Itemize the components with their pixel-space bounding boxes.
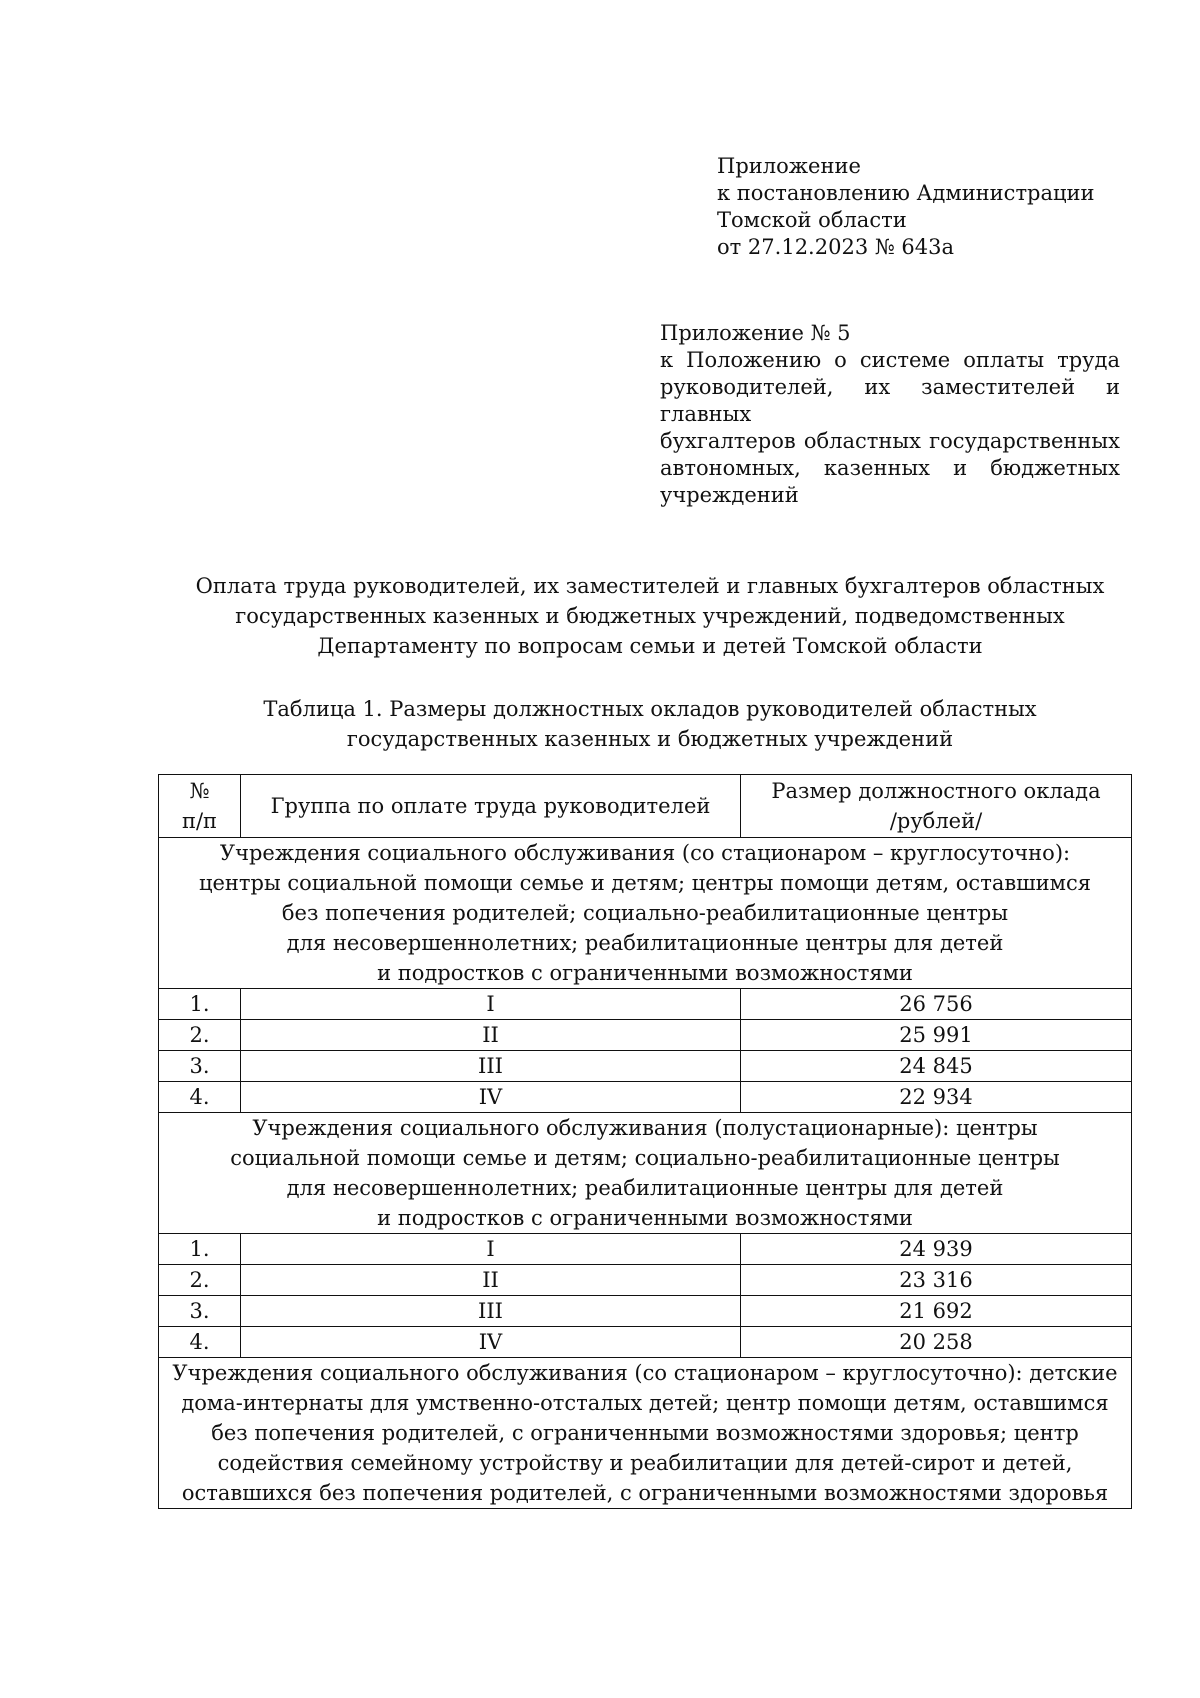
table-title-line: Таблица 1. Размеры должностных окладов руководителей областных [263, 697, 1037, 721]
row-group: III [241, 1051, 741, 1082]
section-title-line: без попечения родителей, с ограниченными возможностями здоровья; центр [211, 1421, 1079, 1445]
row-number: 4. [159, 1082, 241, 1113]
header-salary-line: Размер должностного оклада [771, 779, 1101, 803]
row-group: II [241, 1020, 741, 1051]
section-row [159, 838, 1132, 989]
appendix-header-line: к постановлению Администрации [717, 181, 1095, 205]
table-row [159, 989, 1132, 1020]
section-title-line: для несовершеннолетних; реабилитационные центры для детей [286, 931, 1004, 955]
row-salary: 21 692 [741, 1296, 1132, 1327]
section-title-line: Учреждения социального обслуживания (со стационаром – круглосуточно): детские [172, 1361, 1118, 1385]
section-row [159, 1358, 1132, 1509]
appendix5-line: к Положению о системе оплаты труда [660, 348, 1120, 372]
table-row [159, 1082, 1132, 1113]
header-number-line: п/п [181, 809, 218, 833]
row-salary: 24 845 [741, 1051, 1132, 1082]
section-title-line: содействия семейному устройству и реабилитации для детей-сирот и детей, [217, 1451, 1073, 1475]
row-group: IV [241, 1327, 741, 1358]
document-title-line: Оплата труда руководителей, их заместителей и главных бухгалтеров областных [195, 574, 1105, 598]
header-group: Группа по оплате труда руководителей [241, 775, 741, 838]
table-row [159, 1020, 1132, 1051]
appendix5-line: Приложение № 5 [660, 321, 851, 345]
row-group: III [241, 1296, 741, 1327]
section-title-line: социальной помощи семье и детям; социально-реабилитационные центры [230, 1146, 1060, 1170]
row-number: 1. [159, 1234, 241, 1265]
document-title [100, 571, 1200, 661]
appendix-header-line: от 27.12.2023 № 643а [717, 235, 954, 259]
table-row [159, 1051, 1132, 1082]
appendix5-header [660, 320, 1120, 509]
row-group: IV [241, 1082, 741, 1113]
section-title-line: и подростков с ограниченными возможностями [377, 961, 913, 985]
row-number: 4. [159, 1327, 241, 1358]
row-salary: 20 258 [741, 1327, 1132, 1358]
appendix5-line: учреждений [660, 483, 799, 507]
table-title-line: государственных казенных и бюджетных учреждений [346, 727, 954, 751]
row-group: I [241, 989, 741, 1020]
section-title-line: и подростков с ограниченными возможностями [377, 1206, 913, 1230]
section-title [159, 1358, 1132, 1509]
section-row [159, 1113, 1132, 1234]
appendix-header-line: Томской области [717, 208, 907, 232]
section-title-line: Учреждения социального обслуживания (со стационаром – круглосуточно): [219, 841, 1071, 865]
table-row [159, 1265, 1132, 1296]
row-number: 3. [159, 1051, 241, 1082]
section-title-line: для несовершеннолетних; реабилитационные центры для детей [286, 1176, 1004, 1200]
table-title [100, 694, 1200, 754]
row-salary: 22 934 [741, 1082, 1132, 1113]
row-salary: 24 939 [741, 1234, 1132, 1265]
appendix5-line: руководителей, их заместителей и главных [660, 375, 1120, 426]
header-number-line: № [189, 779, 210, 803]
appendix-header-line: Приложение [717, 154, 861, 178]
appendix5-line: бухгалтеров областных государственных [660, 429, 1120, 453]
section-title-line: центры социальной помощи семье и детям; центры помощи детям, оставшимся [198, 871, 1092, 895]
row-number: 3. [159, 1296, 241, 1327]
row-number: 2. [159, 1020, 241, 1051]
table-row [159, 1296, 1132, 1327]
table-header-row [159, 775, 1132, 838]
section-title-line: без попечения родителей; социально-реабилитационные центры [281, 901, 1009, 925]
row-salary: 25 991 [741, 1020, 1132, 1051]
row-number: 1. [159, 989, 241, 1020]
document-title-line: государственных казенных и бюджетных учреждений, подведомственных [235, 604, 1065, 628]
table-row [159, 1327, 1132, 1358]
section-title-line: дома-интернаты для умственно-отсталых детей; центр помощи детям, оставшимся [181, 1391, 1109, 1415]
section-title [159, 838, 1132, 989]
appendix-header [717, 153, 1095, 261]
section-title [159, 1113, 1132, 1234]
table-row [159, 1234, 1132, 1265]
document-title-line: Департаменту по вопросам семьи и детей Томской области [317, 634, 983, 658]
section-title-line: Учреждения социального обслуживания (полустационарные): центры [252, 1116, 1038, 1140]
row-group: II [241, 1265, 741, 1296]
header-salary-line: /рублей/ [889, 809, 983, 833]
row-salary: 23 316 [741, 1265, 1132, 1296]
salary-table [158, 774, 1132, 1509]
section-title-line: оставшихся без попечения родителей, с ограниченными возможностями здоровья [181, 1481, 1109, 1505]
header-number [159, 775, 241, 838]
row-number: 2. [159, 1265, 241, 1296]
header-salary [741, 775, 1132, 838]
row-salary: 26 756 [741, 989, 1132, 1020]
appendix5-line: автономных, казенных и бюджетных [660, 456, 1120, 480]
row-group: I [241, 1234, 741, 1265]
